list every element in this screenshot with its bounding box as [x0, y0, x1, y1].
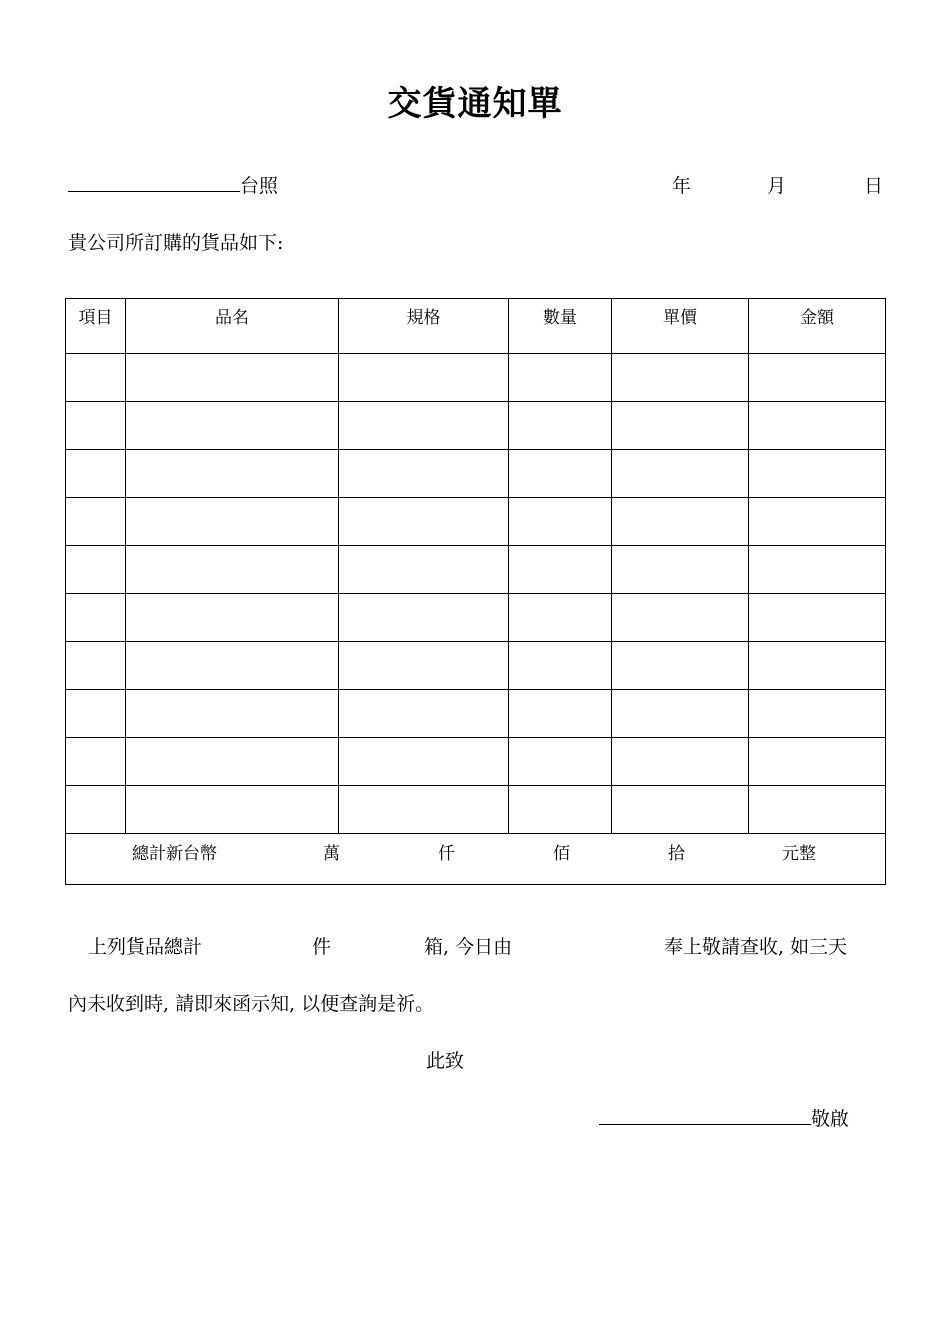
- intro-text: 貴公司所訂購的貨品如下:: [68, 232, 284, 254]
- month-label: 月: [767, 175, 787, 197]
- notice-check-text: 奉上敬請查收, 如三天: [664, 936, 848, 958]
- cell-amount[interactable]: [749, 498, 886, 546]
- total-label: 總計新台幣: [132, 844, 217, 864]
- total-row: [66, 834, 886, 885]
- cell-item[interactable]: [66, 690, 126, 738]
- col-header-amount: 金額: [749, 299, 886, 354]
- cell-quantity[interactable]: [509, 402, 612, 450]
- notice-line-2: 內未收到時, 請即來函示知, 以便查詢是祈。: [68, 993, 435, 1015]
- cell-name[interactable]: [126, 738, 339, 786]
- cell-name[interactable]: [126, 546, 339, 594]
- cell-unit-price[interactable]: [612, 498, 749, 546]
- table-header-row: [66, 299, 886, 354]
- cell-name[interactable]: [126, 594, 339, 642]
- notice-boxes-label: 箱, 今日由: [424, 936, 513, 958]
- cell-name[interactable]: [126, 498, 339, 546]
- cell-spec[interactable]: [339, 402, 509, 450]
- cell-item[interactable]: [66, 402, 126, 450]
- cell-amount[interactable]: [749, 546, 886, 594]
- cell-item[interactable]: [66, 546, 126, 594]
- table-row: [66, 546, 886, 594]
- cell-quantity[interactable]: [509, 546, 612, 594]
- cell-amount[interactable]: [749, 690, 886, 738]
- col-header-quantity: 數量: [509, 299, 612, 354]
- table-row: [66, 642, 886, 690]
- cell-amount[interactable]: [749, 738, 886, 786]
- cell-name[interactable]: [126, 786, 339, 834]
- cell-spec[interactable]: [339, 642, 509, 690]
- cell-spec[interactable]: [339, 690, 509, 738]
- cell-quantity[interactable]: [509, 498, 612, 546]
- unit-bai: 佰: [553, 844, 570, 864]
- day-label: 日: [864, 175, 884, 197]
- table-row: [66, 594, 886, 642]
- cell-spec[interactable]: [339, 450, 509, 498]
- signature-line: [599, 1106, 849, 1131]
- cell-name[interactable]: [126, 690, 339, 738]
- total-cell: [66, 834, 886, 885]
- table-row: [66, 690, 886, 738]
- cell-spec[interactable]: [339, 498, 509, 546]
- cell-amount[interactable]: [749, 786, 886, 834]
- cell-unit-price[interactable]: [612, 738, 749, 786]
- cell-unit-price[interactable]: [612, 354, 749, 402]
- cell-unit-price[interactable]: [612, 690, 749, 738]
- cell-quantity[interactable]: [509, 594, 612, 642]
- signature-suffix: 敬啟: [811, 1108, 850, 1130]
- recipient-suffix: 台照: [240, 175, 279, 197]
- notice-total-label: 上列貨品總計: [88, 936, 203, 958]
- cell-item[interactable]: [66, 498, 126, 546]
- unit-shi: 拾: [668, 844, 685, 864]
- cell-spec[interactable]: [339, 546, 509, 594]
- cell-spec[interactable]: [339, 594, 509, 642]
- cell-amount[interactable]: [749, 354, 886, 402]
- cell-quantity[interactable]: [509, 642, 612, 690]
- table-row: [66, 498, 886, 546]
- cell-unit-price[interactable]: [612, 546, 749, 594]
- cell-quantity[interactable]: [509, 786, 612, 834]
- cell-item[interactable]: [66, 594, 126, 642]
- cell-name[interactable]: [126, 354, 339, 402]
- table-row: [66, 402, 886, 450]
- unit-wan: 萬: [323, 844, 340, 864]
- unit-yuan: 元整: [782, 844, 816, 864]
- unit-qian: 仟: [438, 844, 455, 864]
- cell-quantity[interactable]: [509, 738, 612, 786]
- col-header-item: 項目: [66, 299, 126, 354]
- col-header-unit-price: 單價: [612, 299, 749, 354]
- cell-unit-price[interactable]: [612, 786, 749, 834]
- col-header-spec: 規格: [339, 299, 509, 354]
- cell-item[interactable]: [66, 642, 126, 690]
- table-row: [66, 786, 886, 834]
- cell-quantity[interactable]: [509, 450, 612, 498]
- goods-table: [65, 298, 886, 885]
- table-row: [66, 450, 886, 498]
- cell-name[interactable]: [126, 402, 339, 450]
- cell-spec[interactable]: [339, 738, 509, 786]
- cell-item[interactable]: [66, 450, 126, 498]
- cell-quantity[interactable]: [509, 690, 612, 738]
- cell-quantity[interactable]: [509, 354, 612, 402]
- cell-unit-price[interactable]: [612, 594, 749, 642]
- salutation: 此致: [426, 1050, 465, 1072]
- cell-spec[interactable]: [339, 354, 509, 402]
- notice-pieces-label: 件: [312, 936, 332, 958]
- cell-amount[interactable]: [749, 594, 886, 642]
- cell-unit-price[interactable]: [612, 450, 749, 498]
- page-title: 交貨通知單: [387, 84, 563, 124]
- recipient-line: [68, 173, 278, 198]
- cell-item[interactable]: [66, 786, 126, 834]
- cell-amount[interactable]: [749, 402, 886, 450]
- cell-amount[interactable]: [749, 450, 886, 498]
- table-row: [66, 354, 886, 402]
- table-row: [66, 738, 886, 786]
- cell-name[interactable]: [126, 642, 339, 690]
- year-label: 年: [672, 175, 692, 197]
- cell-unit-price[interactable]: [612, 402, 749, 450]
- cell-unit-price[interactable]: [612, 642, 749, 690]
- cell-spec[interactable]: [339, 786, 509, 834]
- cell-item[interactable]: [66, 738, 126, 786]
- cell-amount[interactable]: [749, 642, 886, 690]
- col-header-name: 品名: [126, 299, 339, 354]
- cell-item[interactable]: [66, 354, 126, 402]
- signature-blank[interactable]: [599, 1106, 811, 1125]
- cell-name[interactable]: [126, 450, 339, 498]
- recipient-blank[interactable]: [68, 173, 240, 192]
